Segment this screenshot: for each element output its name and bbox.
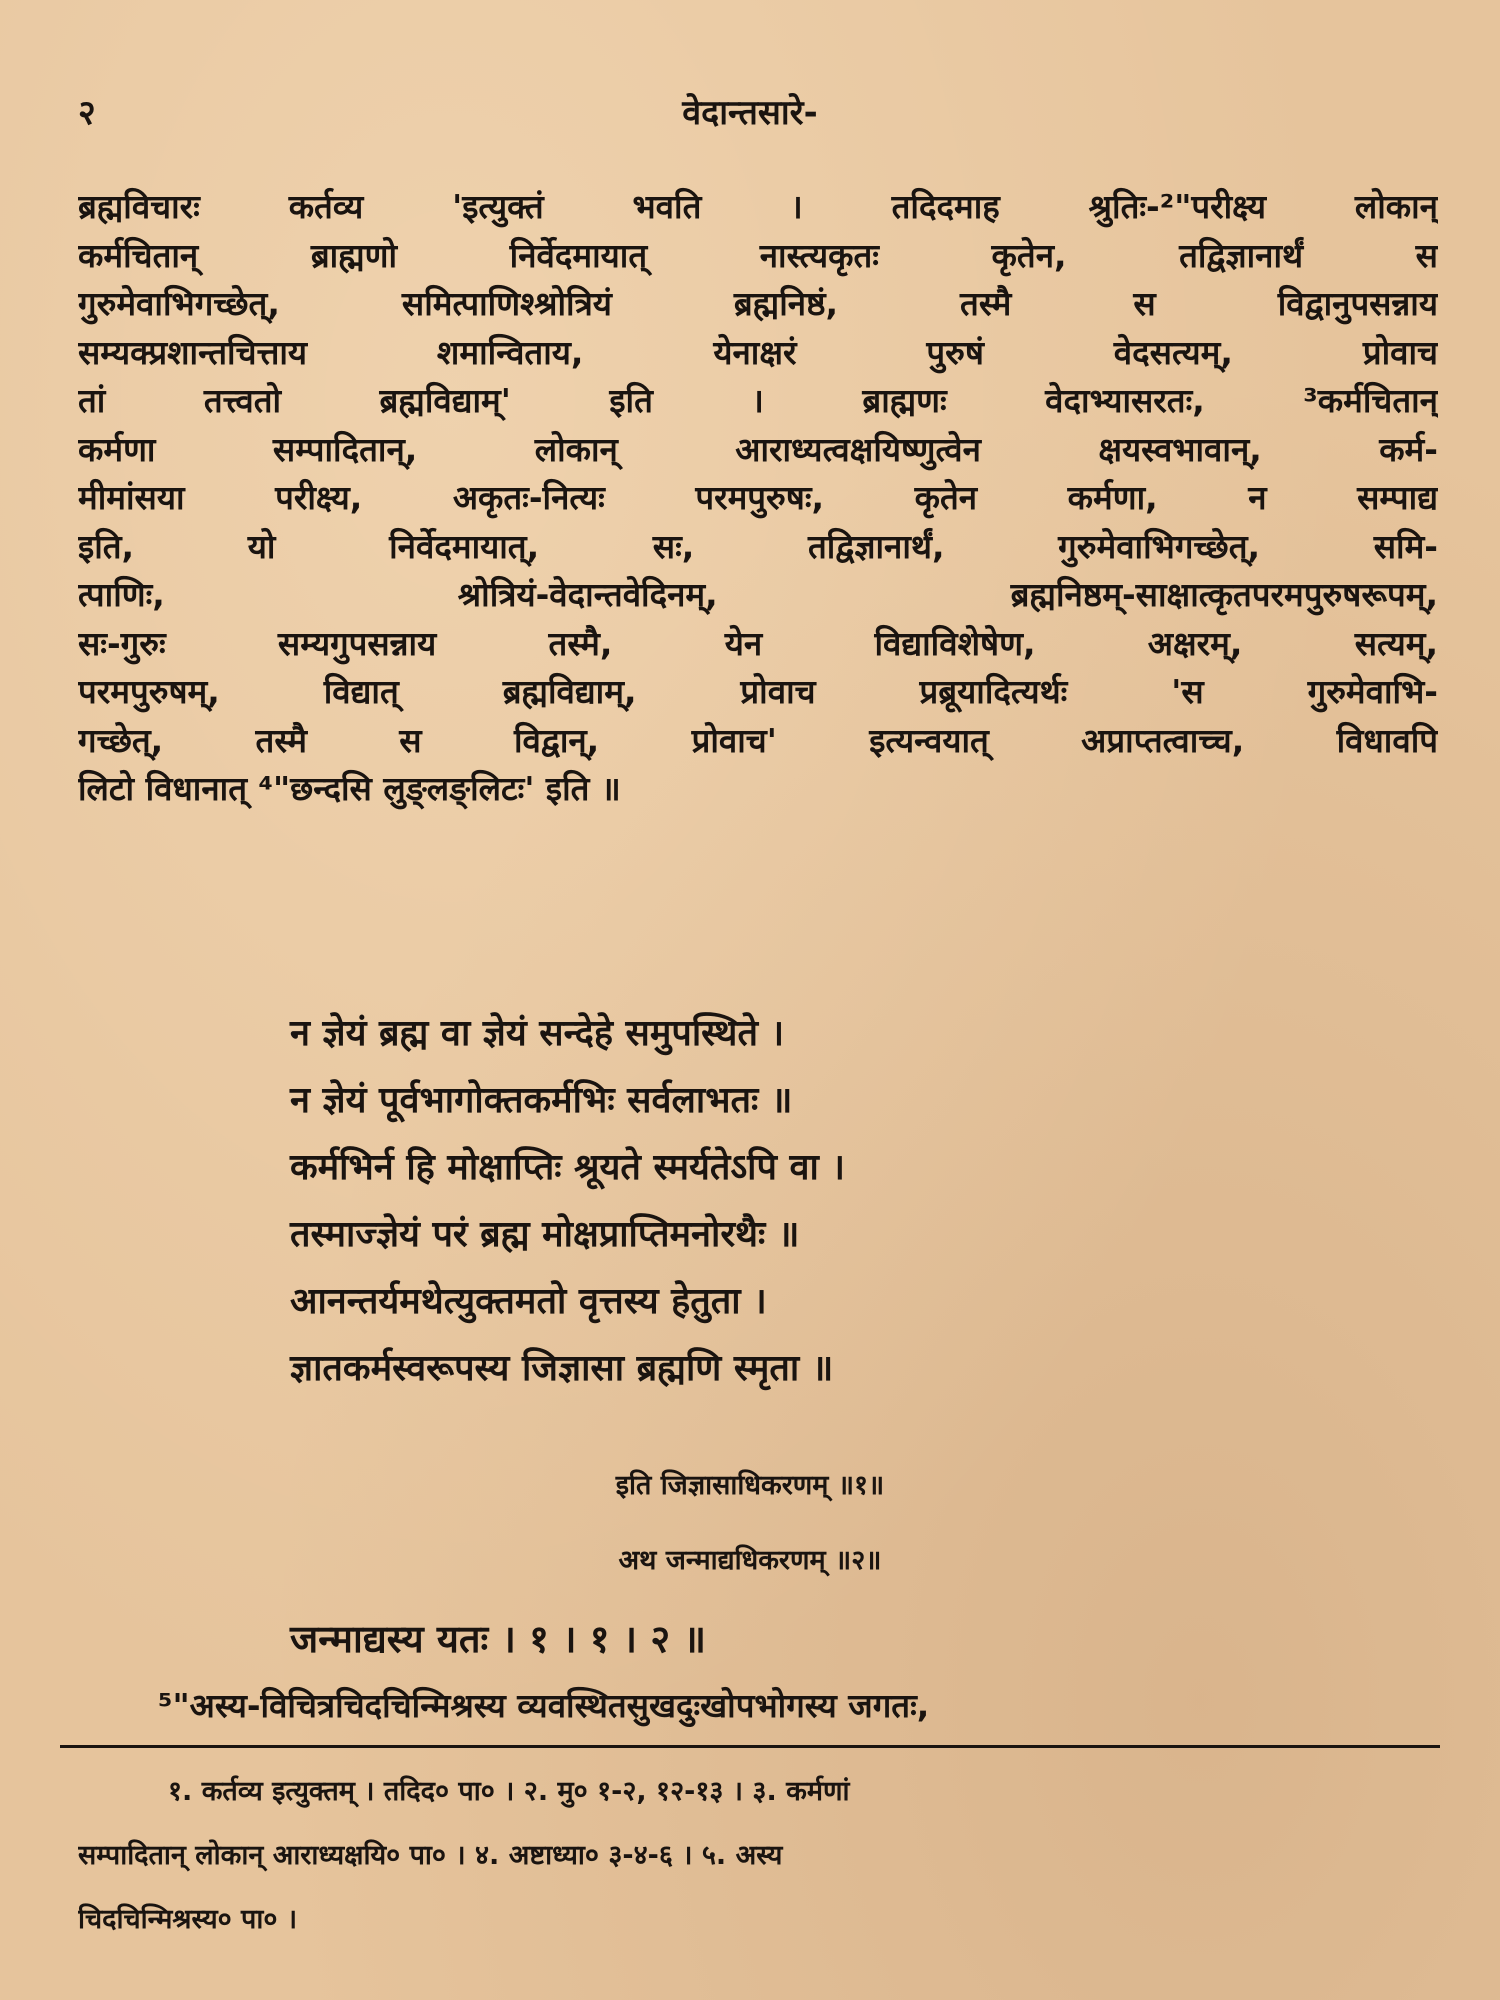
section-start-heading: अथ जन्माद्यधिकरणम् ॥२॥ bbox=[618, 1545, 882, 1576]
prose-line: परमपुरुषम्, विद्यात् ब्रह्मविद्याम्, प्रोवाच प्रब्रूयादित्यर्थः 'स गुरुमेवाभि- bbox=[78, 672, 1438, 711]
verse-line: तस्माज्ज्ञेयं परं ब्रह्म मोक्षप्राप्तिमनोरथैः ॥ bbox=[290, 1214, 800, 1255]
prose-line: कर्मचितान् ब्राह्मणो निर्वेदमायात् नास्त्यकृतः कृतेन, तद्विज्ञानार्थं स bbox=[78, 235, 1438, 275]
footnote-line: १. कर्तव्य इत्युक्तम् । तदिद० पा० । २. मु० १-२, १२-१३ । ३. कर्मणां bbox=[168, 1776, 850, 1807]
footnote-line: चिदचिन्मिश्रस्य० पा० । bbox=[78, 1904, 298, 1935]
verse-line: न ज्ञेयं पूर्वभागोक्तकर्मभिः सर्वलाभतः ॥ bbox=[290, 1080, 793, 1121]
sutra-line: जन्माद्यस्य यतः । १ । १ । २ ॥ bbox=[290, 1617, 707, 1661]
prose-line: तां तत्त्वतो ब्रह्मविद्याम्' इति । ब्राह्मणः वेदाभ्यासरतः, ³कर्मचितान् bbox=[78, 381, 1438, 420]
verse-line: ज्ञातकर्मस्वरूपस्य जिज्ञासा ब्रह्मणि स्मृता ॥ bbox=[290, 1348, 834, 1389]
prose-line: गच्छेत्, तस्मै स विद्वान्, प्रोवाच' इत्यन्वयात् अप्राप्तत्वाच्च, विधावपि bbox=[78, 720, 1438, 760]
prose-line: मीमांसया परीक्ष्य, अकृतः-नित्यः परमपुरुषः, कृतेन कर्मणा, न सम्पाद्य bbox=[78, 478, 1438, 517]
footnote-line: सम्पादितान् लोकान् आराध्यक्षयि० पा० । ४. अष्टाध्या० ३-४-६ । ५. अस्य bbox=[78, 1840, 783, 1871]
prose-line: सः-गुरुः सम्यगुपसन्नाय तस्मै, येन विद्याविशेषेण, अक्षरम्, सत्यम्, bbox=[78, 623, 1438, 663]
footnotes bbox=[78, 1760, 1438, 1952]
section-end-heading: इति जिज्ञासाधिकरणम् ॥१॥ bbox=[615, 1470, 885, 1501]
verse-block bbox=[290, 1000, 1190, 1402]
prose-line: लिटो विधानात् ⁴"छन्दसि लुङ्लङ्लिटः' इति ॥ bbox=[78, 769, 621, 808]
prose-line: कर्मणा सम्पादितान्, लोकान् आराध्यत्वक्षयिष्णुत्वेन क्षयस्वभावान्, कर्म- bbox=[78, 429, 1438, 469]
prose-line: इति, यो निर्वेदमायात्, सः, तद्विज्ञानार्थं, गुरुमेवाभिगच्छेत्, समि- bbox=[78, 526, 1438, 566]
running-title: वेदान्तसारे- bbox=[682, 93, 818, 133]
verse-line: आनन्तर्यमथेत्युक्तमतो वृत्तस्य हेतुता । bbox=[290, 1281, 767, 1322]
commentary-opening-line: ⁵"अस्य-विचित्रचिदचिन्मिश्रस्य व्यवस्थितसुखदुःखोपभोगस्य जगतः, bbox=[158, 1686, 930, 1725]
page-number: २ bbox=[78, 93, 96, 133]
footnote-divider bbox=[60, 1745, 1440, 1748]
prose-line: सम्यक्प्रशान्तचित्ताय शमान्विताय, येनाक्षरं पुरुषं वेदसत्यम्, प्रोवाच bbox=[78, 332, 1438, 372]
prose-line: गुरुमेवाभिगच्छेत्, समित्पाणिश्श्रोत्रियं ब्रह्मनिष्ठं, तस्मै स विद्वानुपसन्नाय bbox=[78, 284, 1438, 323]
page-header bbox=[78, 88, 1422, 138]
prose-line: ब्रह्मविचारः कर्तव्य 'इत्युक्तं भवति । तदिदमाह श्रुतिः-²"परीक्ष्य लोकान् bbox=[78, 187, 1438, 226]
verse-line: न ज्ञेयं ब्रह्म वा ज्ञेयं सन्देहे समुपस्थिते । bbox=[290, 1013, 785, 1054]
verse-line: कर्मभिर्न हि मोक्षाप्तिः श्रूयते स्मर्यतेऽपि वा । bbox=[290, 1147, 846, 1188]
commentary-prose bbox=[78, 183, 1438, 814]
prose-line: त्पाणिः, श्रोत्रियं-वेदान्तवेदिनम्, ब्रह्मनिष्ठम्-साक्षात्कृतपरमपुरुषरूपम्, bbox=[78, 575, 1438, 614]
